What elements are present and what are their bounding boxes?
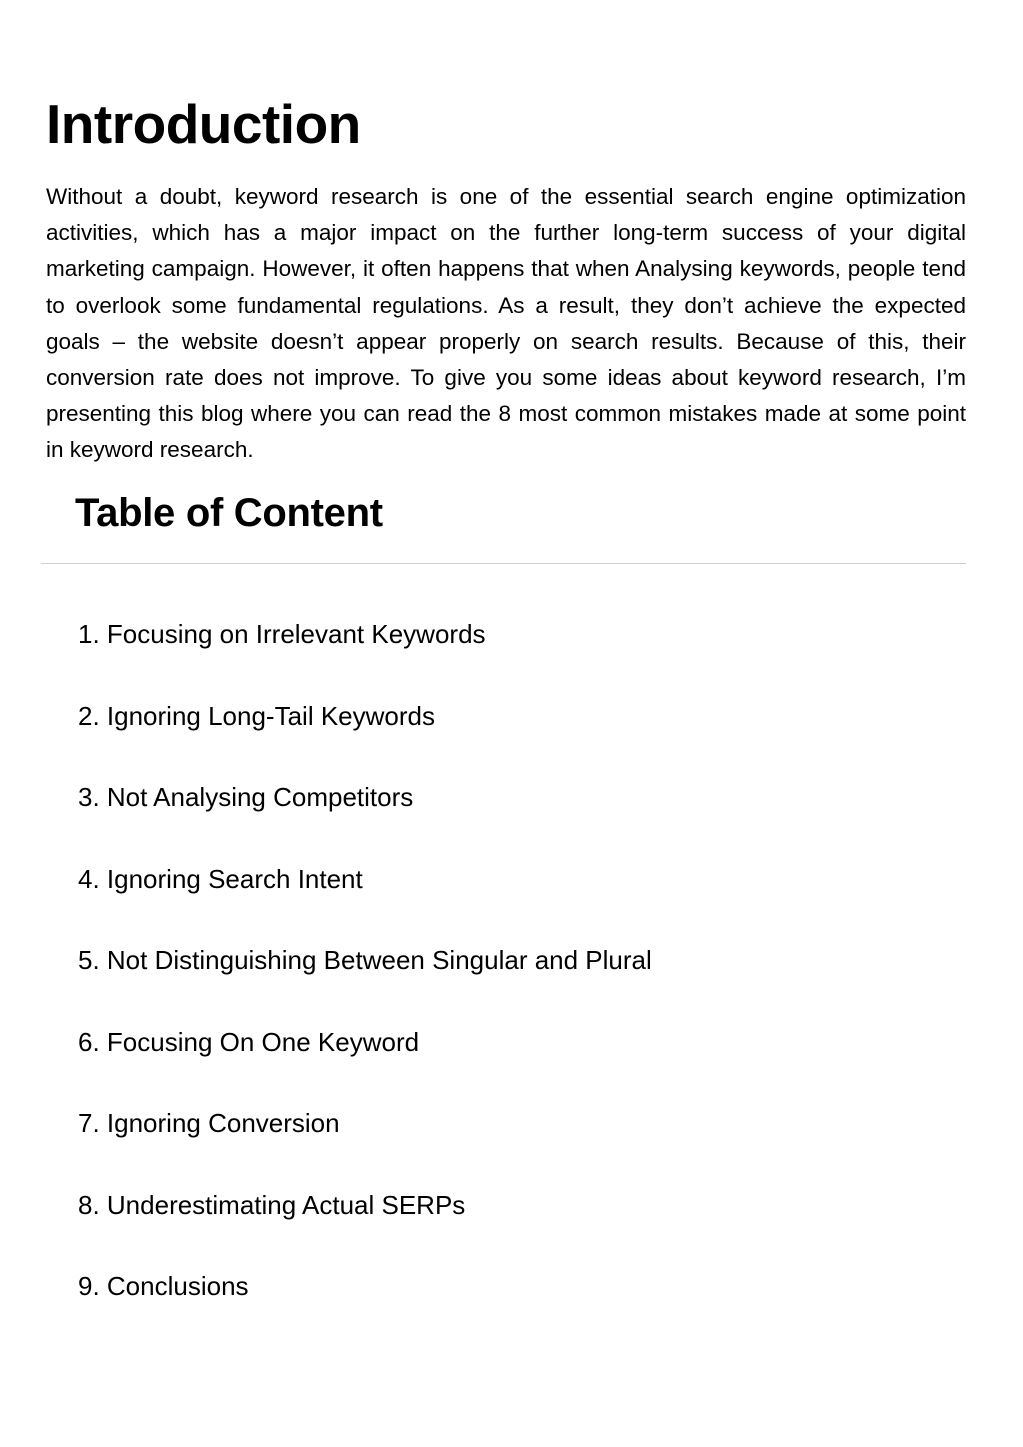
toc-item: 2. Ignoring Long-Tail Keywords (78, 700, 435, 731)
introduction-paragraph: Without a doubt, keyword research is one of the essential search engine optimization activities, which has a major impact on the further long-term success of your digital marketing campaign. However, it often happens that when Analysing keywords, people tend to overlook some fundamental regulations. As a result, they don’t achieve the expected goals – the website doesn’t appear properly on search results. Because of this, their conversion rate does not improve. To give you some ideas about keyword research, I’m presenting this blog where you can read the 8 most common mistakes made at some point in keyword research. (46, 184, 966, 463)
toc-item: 8. Underestimating Actual SERPs (78, 1189, 466, 1220)
toc-item: 4. Ignoring Search Intent (78, 863, 363, 894)
table-of-content-list (78, 613, 652, 1347)
table-of-content-heading: Table of Content (75, 491, 383, 535)
toc-item: 3. Not Analysing Competitors (78, 782, 414, 812)
introduction-heading: Introduction (46, 93, 361, 155)
toc-item: 1. Focusing on Irrelevant Keywords (78, 619, 486, 649)
toc-divider (41, 563, 966, 564)
toc-item: 6. Focusing On One Keyword (78, 1026, 420, 1057)
toc-item: 9. Conclusions (78, 1271, 249, 1301)
toc-item: 7. Ignoring Conversion (78, 1108, 340, 1138)
toc-item: 5. Not Distinguishing Between Singular and Plural (78, 945, 652, 975)
